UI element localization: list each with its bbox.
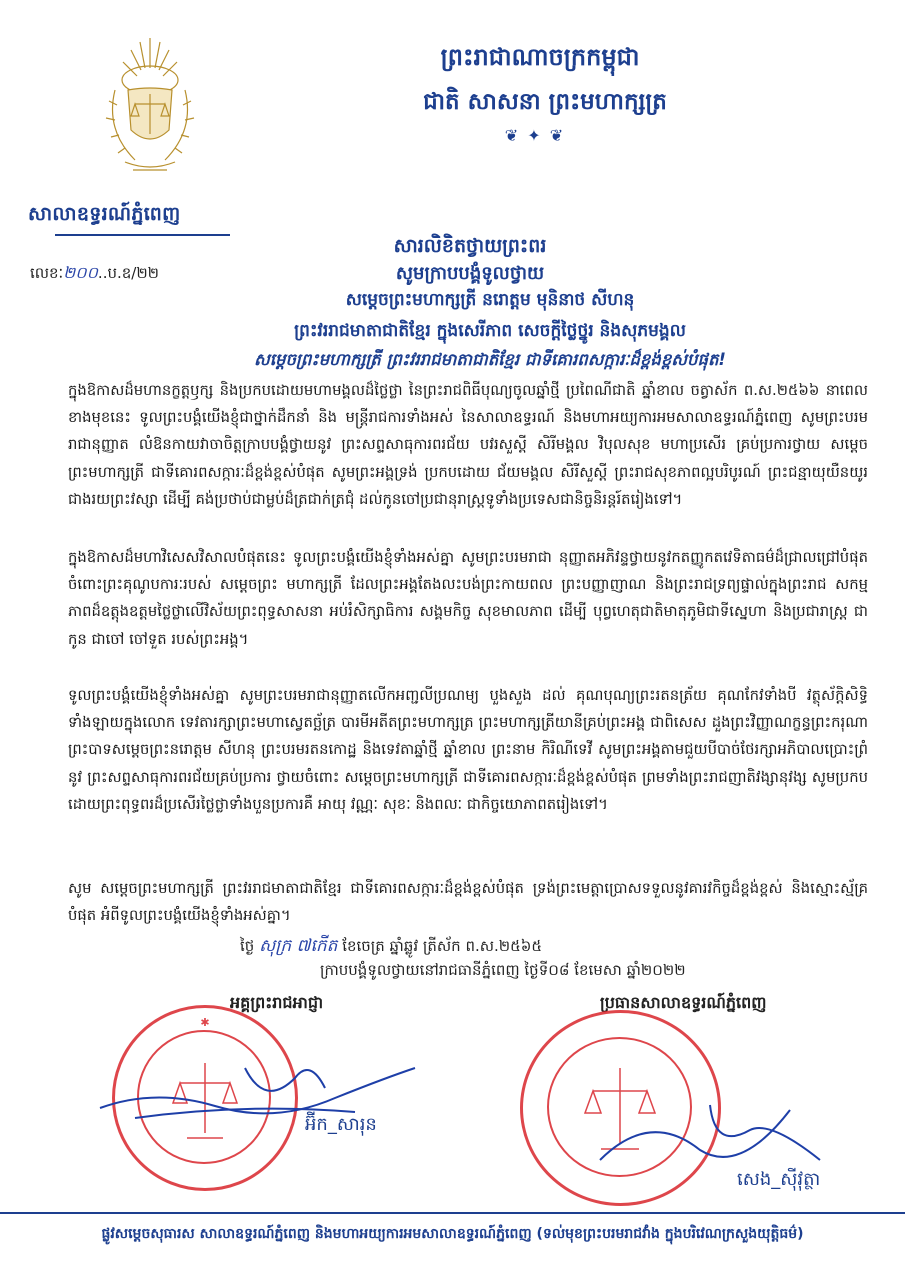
court-name: សាលាឧទ្ធរណ៍ភ្នំពេញ [28,203,181,225]
lunar-date [240,935,860,960]
president-name: សេង_ស៊ីវុត្ថា [737,1169,821,1190]
addressee-name: សម្តេចព្រះមហាក្សត្រី នរោត្តម មុនិនាថ សីហនុ [345,290,635,310]
addressee-title: ព្រះវររាជមាតាជាតិខ្មែរ ក្នុងសេរីភាព សេចក្តីថ្លៃថ្នូរ និងសុភមង្គល [294,321,686,341]
svg-text:✱: ✱ [200,1016,210,1029]
lunar-date-handwritten: សុក្រ ៧កើត [259,936,338,956]
footer-divider [0,1212,905,1214]
ref-suffix: ..ប.ឧ/២២ [97,264,160,282]
letter-subtitle: សូមក្រាបបង្គំទូលថ្វាយ [395,263,545,284]
lunar-date-prefix: ថ្ងៃ [240,937,255,955]
reference-number [30,262,159,286]
ref-prefix: លេខៈ [30,264,64,282]
court-name-underline [55,234,230,236]
paragraph-2: ក្នុងឱកាសដ៏មហាវិសេសវិសាលបំផុតនេះ ទូលព្រះបង្គំយើងខ្ញុំទាំងអស់គ្នា សូមព្រះបរមរាជា នុញ្ញាតអភិវន្ទថ្វាយនូវកតញ្ញូកតវេទិតាធម៌ដ៏ជ្រាលជ្រៅបំផុតចំពោះព្រះគុណូបការៈរបស់ សម្តេចព្រះ មហាក្សត្រី ដែលព្រះអង្គតែងលះបង់ព្រះកាយពល ព្រះបញ្ញាញាណ និងព្រះរាជទ្រព្យផ្ទាល់ក្នុងព្រះរាជ សកម្មភាពដ៏ឧត្តុងឧត្តមថ្លៃថ្លាលើវិស័យព្រះពុទ្ធសាសនា អប់រំសិក្សាធិការ សង្គមកិច្ច សុខមាលភាព ដើម្បី បុព្វហេតុជាតិមាតុភូមិជាទីស្នេហា និងប្រជារាស្ត្រ ជាកូន ជាចៅ ចៅទួត របស់ព្រះអង្គ។ [68,549,868,648]
president-title: ប្រធានសាលាឧទ្ធរណ៍ភ្នំពេញ [600,993,767,1012]
kingdom-heading: ព្រះរាជាណាចក្រកម្ពុជា [440,43,640,71]
footer-address: ផ្លូវសម្តេចសុធារស សាលាឧទ្ធរណ៍ភ្នំពេញ និងមហាអយ្យការអមសាលាឧទ្ធរណ៍ភ្នំពេញ (ទល់មុខព្រះបរមរាជវាំង ក្នុងបរិវេណក្រសួងយុត្តិធម៌) [101,1226,804,1242]
paragraph-3: ទូលព្រះបង្គំយើងខ្ញុំទាំងអស់គ្នា សូមព្រះបរមរាជានុញ្ញាតលើកអញ្ជលីប្រណម្យ បួងសួង ដល់ គុណបុណ្យព្រះរតនត្រ័យ គុណកែវទាំងបី វត្ថុស័ក្តិសិទ្ធិទាំងឡាយក្នុងលោក ទេវតារក្សាព្រះមហាស្វេតច្ឆ័ត្រ បារមីអតីតព្រះមហាក្សត្រ ព្រះមហាក្សត្រីយានីគ្រប់ព្រះអង្គ ជាពិសេស ដួងព្រះវិញ្ញាណក្ខន្ធព្រះករុណា ព្រះបាទសម្តេចព្រះនរោត្តម សីហនុ ព្រះបរមរតនកោដ្ឋ និងទេវតាឆ្នាំថ្មី ឆ្នាំខាល ព្រះនាម កិរិណីទេវី សូមព្រះអង្គតាមជួយបីបាច់ថែរក្សាអភិបាលប្រោះព្រំនូវ ព្រះសព្ទសាធុការពរជ័យគ្រប់ប្រការ ថ្វាយចំពោះ សម្តេចព្រះមហាក្សត្រី ជាទីគោរពសក្ការៈដ៏ខ្ពង់ខ្ពស់បំផុត ព្រមទាំងព្រះរាជញាតិវង្សានុវង្ស សូមប្រកប ដោយព្រះពុទ្ធពរដ៏ប្រសើរថ្លៃថ្លាទាំងបួនប្រការគឺ អាយុ វណ្ណៈ សុខៈ និងពលៈ ជាកិច្ចយោភាពតរៀងទៅ។ [68,687,868,813]
paragraph-1: ក្នុងឱកាសដ៏មហានក្ខត្តឫក្ស និងប្រកបដោយមហាមង្គលដ៏ថ្លៃថ្លា នៃព្រះរាជពិធីបុណ្យចូលឆ្នាំថ្មី ប្រពៃណីជាតិ ឆ្នាំខាល ចត្វាស័ក ព.ស.២៥៦៦ នាពេលខាងមុខនេះ ទូលព្រះបង្គំយើងខ្ញុំជាថ្នាក់ដឹកនាំ និង មន្ត្រីរាជការទាំងអស់ នៃសាលាឧទ្ធរណ៍ និងមហាអយ្យការអមសាលាឧទ្ធរណ៍ភ្នំពេញ សូមព្រះបរមរាជានុញ្ញាត លំឱនកាយវាចាចិត្តក្រាបបង្គំថ្វាយនូវ ព្រះសព្ទសាធុការពរជ័យ បវរសួស្តី សិរីមង្គល វិបុលសុខ មហាប្រសើរ គ្រប់ប្រការថ្វាយ សម្តេចព្រះមហាក្សត្រី ជាទីគោរពសក្ការៈដ៏ខ្ពង់ខ្ពស់បំផុត សូមព្រះអង្គទ្រង់ ប្រកបដោយ ជ័យមង្គល សិរីសួស្តី ព្រះរាជសុខភាពល្អបរិបូរណ៍ ព្រះជន្មាយុយឺនយូរជាងរយព្រះវស្សា ដើម្បី គង់ប្រថាប់ជាម្លប់ដ៏ត្រជាក់ត្រជុំ ដល់កូនចៅប្រជានុរាស្ត្រទូទាំងប្រទេសជានិច្ចនិរន្តរ៍តរៀងទៅ។ [68,382,868,508]
ornament-divider: ❦ ✦ ❦ [504,126,566,145]
salutation: សម្តេចព្រះមហាក្សត្រី ព្រះវររាជមាតាជាតិខ្មែរ ជាទីគោរពសក្ការៈដ៏ខ្ពង់ខ្ពស់បំផុត! [254,350,726,369]
ref-number-handwritten: ២០០ [63,263,98,282]
letter-title: សារលិខិតថ្វាយព្រះពរ [393,235,547,257]
royal-emblem-icon [95,30,205,190]
lunar-date-suffix: ខែចេត្រ ឆ្នាំឆ្លូវ ត្រីស័ក ព.ស.២៥៦៥ [342,937,543,955]
paragraph-4: សូម សម្តេចព្រះមហាក្សត្រី ព្រះវររាជមាតាជាតិខ្មែរ ជាទីគោរពសក្ការៈដ៏ខ្ពង់ខ្ពស់បំផុត ទ្រង់ព្រះមេត្តាប្រោសទទួលនូវគារវកិច្ចដ៏ខ្ពង់ខ្ពស់ និងស្មោះស្ម័គ្របំផុត អំពីទូលព្រះបង្គំយើងខ្ញុំទាំងអស់គ្នា។ [68,880,868,925]
motto-heading: ជាតិ សាសនា ព្រះមហាក្សត្រ [423,89,667,115]
prosecutor-name: អ៊ីក_សារុន [305,1114,377,1135]
prosecutor-title: អគ្គព្រះរាជអាជ្ញា [230,993,324,1012]
solar-date: ក្រាបបង្គំទូលថ្វាយនៅរាជធានីភ្នំពេញ ថ្ងៃទី០៨ ខែមេសា ឆ្នាំ២០២២ [320,961,686,979]
